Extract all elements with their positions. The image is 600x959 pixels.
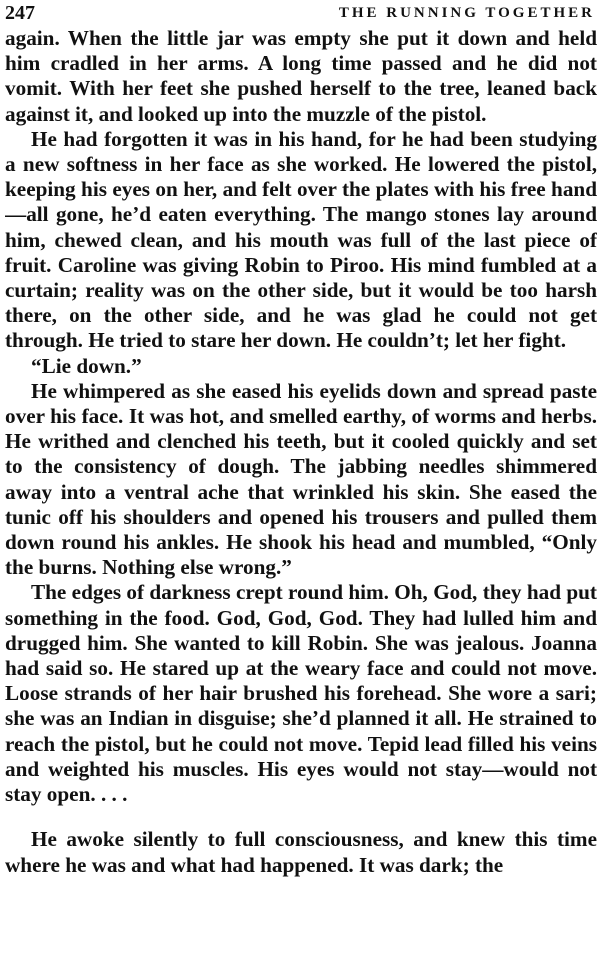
running-head: THE RUNNING TOGETHER xyxy=(338,5,595,21)
paragraph: The edges of darkness crept round him. Oh, God, they had put something in the food. God, God, God. They had lulled him and drugged him. She wanted to kill Robin. She was jealous. Joanna had said so. He stared up at the weary face and could not move. Loose strands of her hair brushed his forehead. She wore a sari; she was an Indian in disguise; she’d planned it all. He strained to reach the pistol, but he could not move. Tepid lead filled his veins and weighted his muscles. His eyes would not stay—would not stay open. . . . xyxy=(5,580,597,807)
paragraph: He whimpered as she eased his eyelids down and spread paste over his face. It was hot, and smelled earthy, of worms and herbs. He writhed and clenched his teeth, but it cooled quickly and set to the consistency of dough. The jabbing needles shimmered away into a ventral ache that wrinkled his skin. She eased the tunic off his shoulders and opened his trousers and pulled them down round his ankles. He shook his head and mumbled, “Only the burns. Nothing else wrong.” xyxy=(5,378,597,580)
section-break xyxy=(5,807,597,827)
paragraph: He awoke silently to full consciousness, and knew this time where he was and what had happened. It was dark; the xyxy=(5,827,597,877)
body-text xyxy=(5,26,597,878)
paragraph: He had forgotten it was in his hand, for he had been studying a new softness in her face as she worked. He lowered the pistol, keeping his eyes on her, and felt over the plates with his free hand—all gone, he’d eaten everything. The mango stones lay around him, chewed clean, and his mouth was full of the last piece of fruit. Caroline was giving Robin to Piroo. His mind fumbled at a curtain; reality was on the other side, but it would be too harsh there, on the other side, and he was glad he could not get through. He tried to stare her down. He couldn’t; let her fight. xyxy=(5,126,597,353)
dialogue-paragraph: “Lie down.” xyxy=(31,353,142,378)
page-header xyxy=(5,0,597,26)
page-number: 247 xyxy=(5,2,35,24)
paragraph-continuation: again. When the little jar was empty she put it down and held him cradled in her arms. A long time passed and he did not vomit. With her feet she pushed herself to the tree, leaned back against it, and looked up into the muzzle of the pistol. xyxy=(5,26,597,126)
book-page xyxy=(5,0,597,959)
